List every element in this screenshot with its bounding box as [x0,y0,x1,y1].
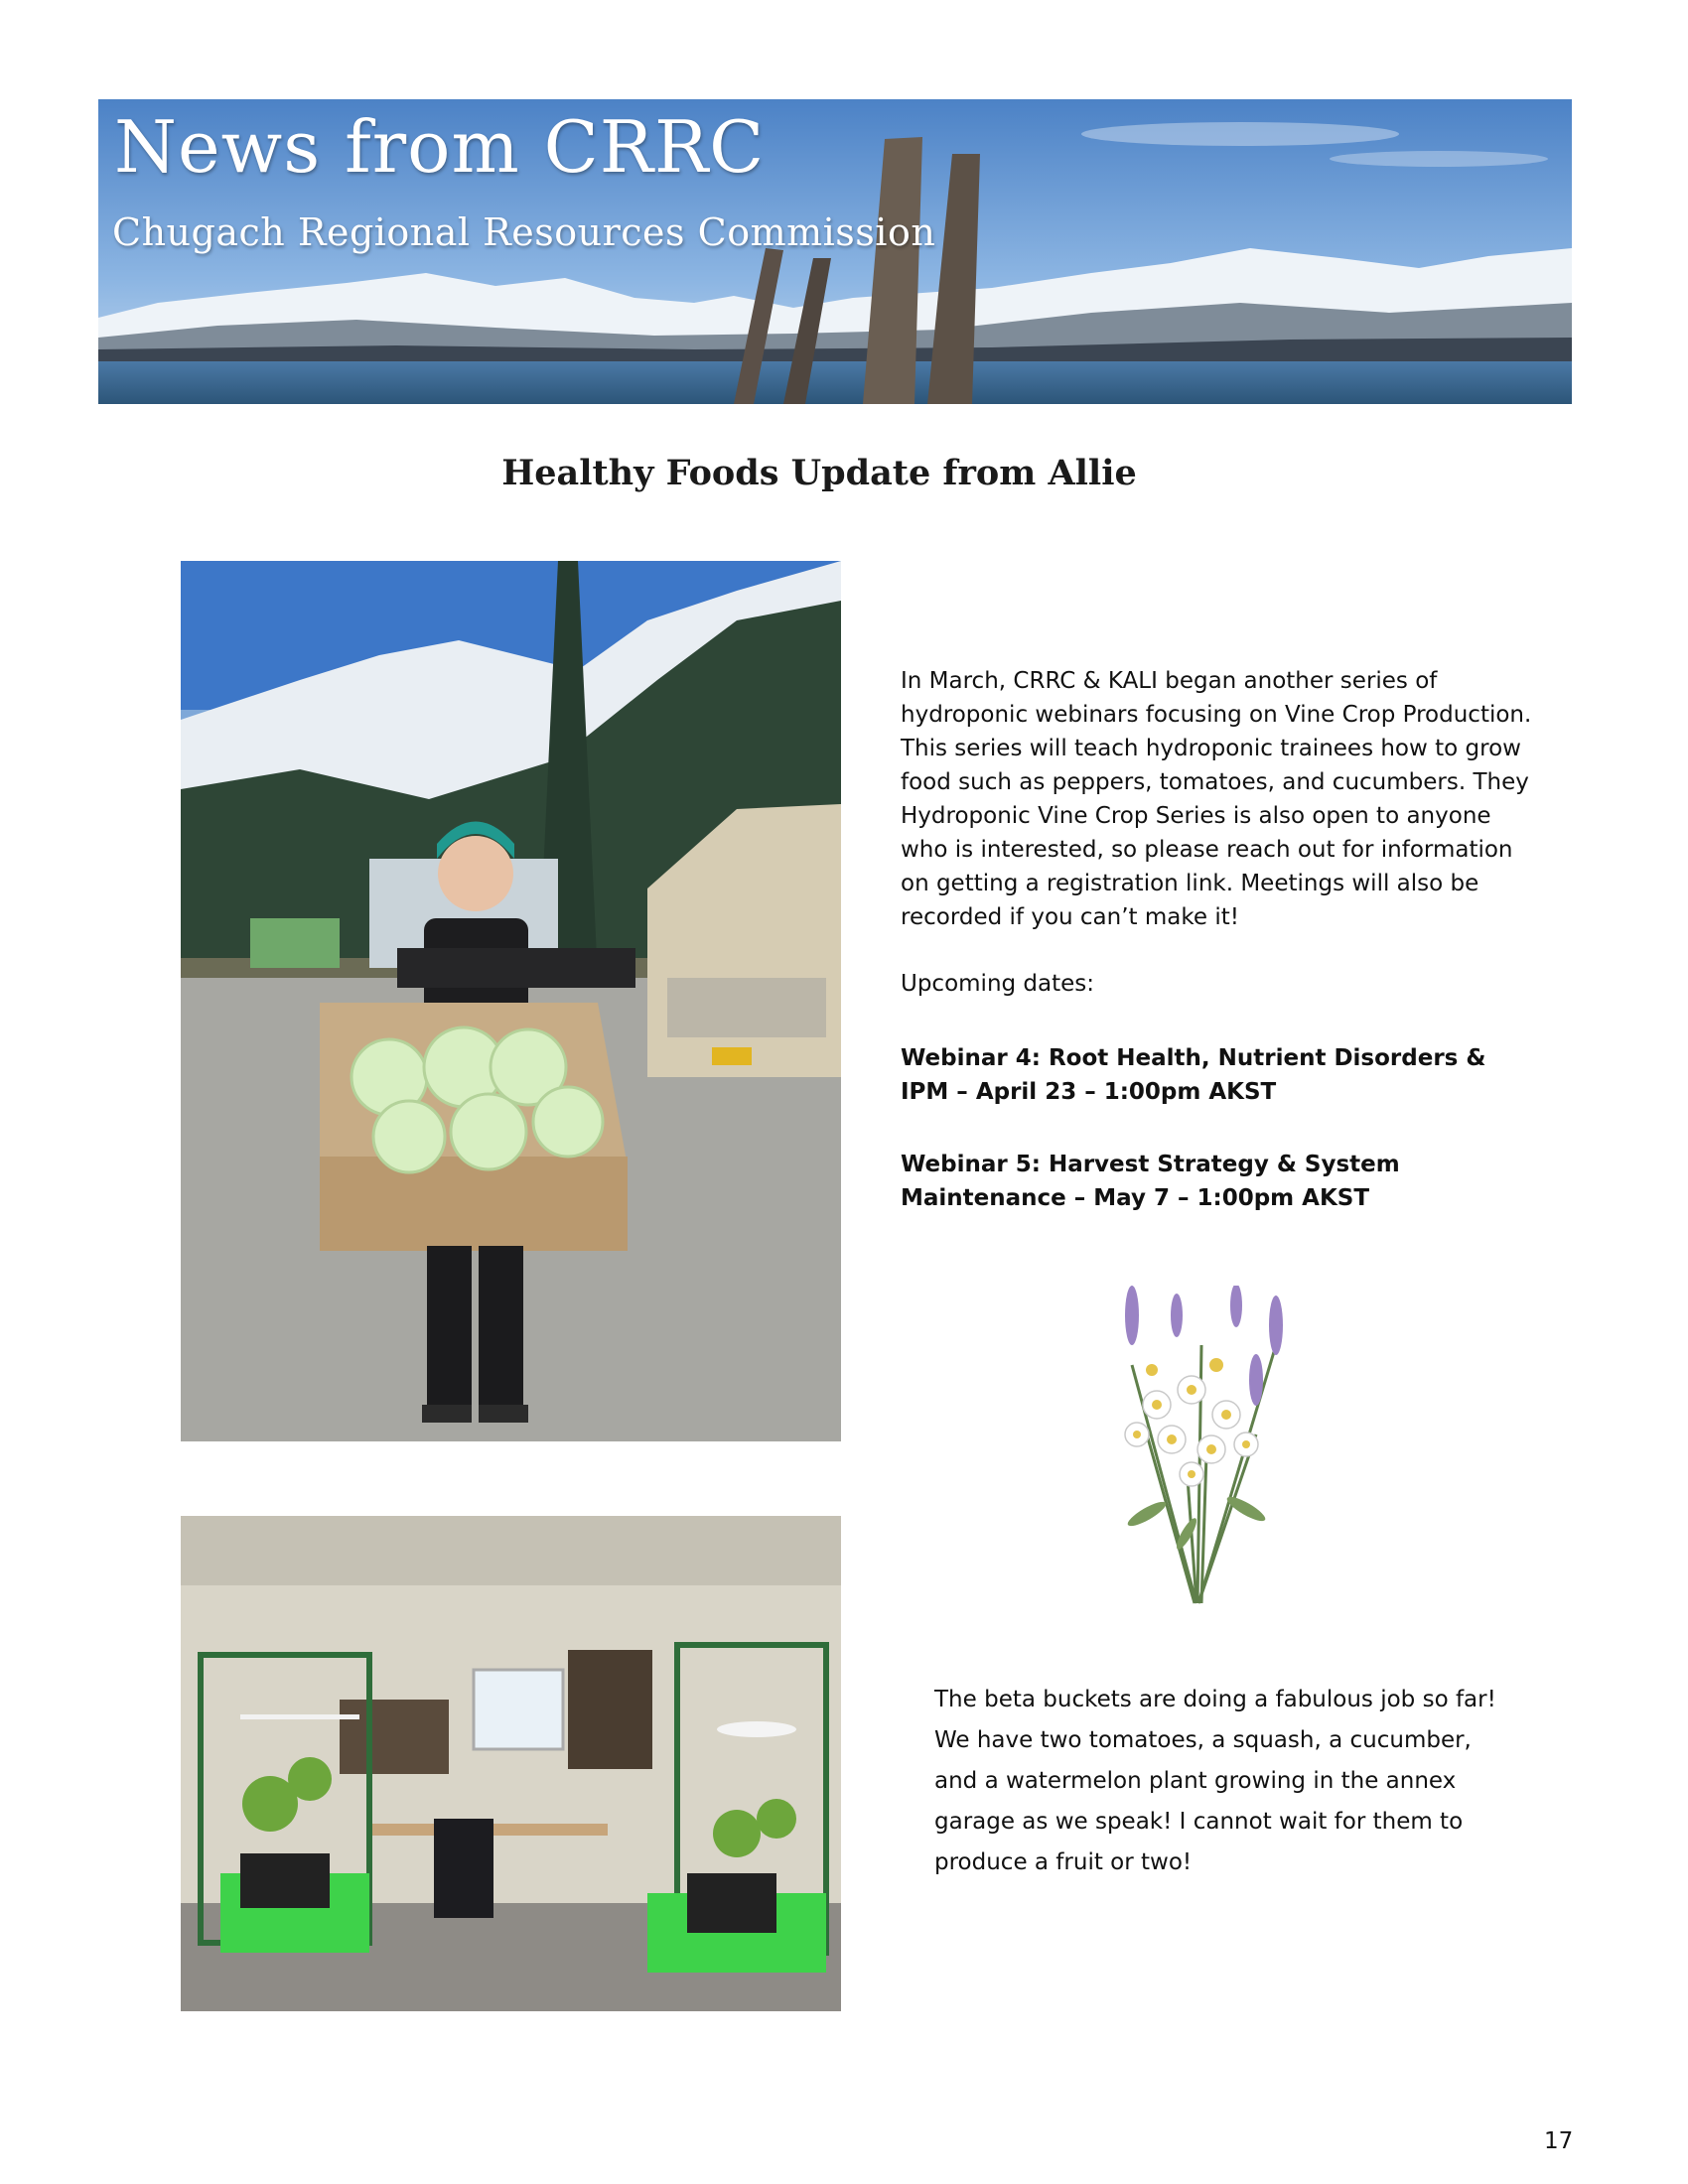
banner-title: News from CRRC [114,105,766,189]
webinar-5-entry: Webinar 5: Harvest Strategy & System Maintenance – May 7 – 1:00pm AKST [901,1152,1400,1211]
banner-subtitle: Chugach Regional Resources Commission [112,210,936,254]
photo-indoor-grow-setup [181,1516,841,2011]
article-headline: Healthy Foods Update from Allie [501,453,1137,493]
webinar-4-entry: Webinar 4: Root Health, Nutrient Disorders & IPM – April 23 – 1:00pm AKST [901,1045,1486,1105]
page-number: 17 [1544,2128,1574,2154]
upcoming-dates-label: Upcoming dates: [901,971,1095,997]
header-banner [98,99,1572,404]
flower-bouquet-illustration [1077,1286,1321,1613]
photo-produce-crate [181,561,841,1441]
intro-paragraph: In March, CRRC & KALI began another series of hydroponic webinars focusing on Vine Crop Production. This series will teach hydroponic trainees how to grow food such as peppers, tomatoes, and cucumbers. They Hydroponic Vine Crop Series is also open to anyone who is interested, so please reach out for information on getting a registration link. Meetings will also be recorded if you can’t make it! [901,668,1532,930]
beta-buckets-paragraph: The beta buckets are doing a fabulous job so far! We have two tomatoes, a squash, a cucumber, and a watermelon plant growing in the annex garage as we speak! I cannot wait for them to produce a fruit or two! [934,1687,1496,1875]
